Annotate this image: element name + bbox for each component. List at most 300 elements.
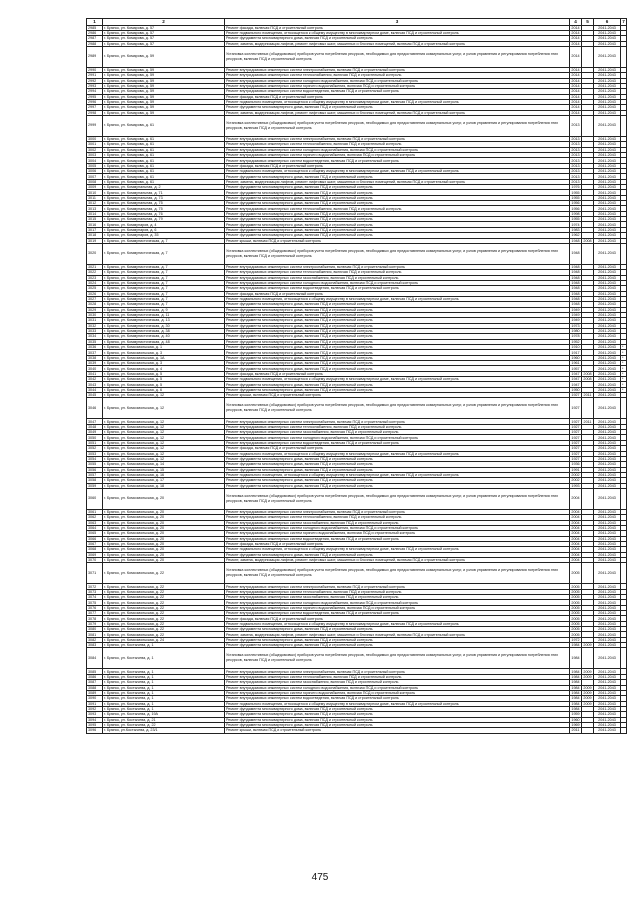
planned-period-cell: 2041-2043 bbox=[594, 163, 621, 168]
planned-period-cell: 2041-2043 bbox=[594, 36, 621, 41]
build-year-cell: 2004 bbox=[571, 552, 580, 557]
work-type-cell: Ремонт внутридомовых инженерных систем водоотведения, включая ПСД и строительный контроль bbox=[225, 286, 570, 291]
address-cell: г. Брянск, ул. Комсомольская, д. 17 bbox=[103, 478, 225, 483]
planned-period-cell: 2041-2043 bbox=[594, 169, 621, 174]
address-cell: г. Брянск, ул. Костычева, д. 1 bbox=[103, 680, 225, 685]
work-type-cell: Ремонт подвального помещения, относящегося к общему имуществу в многоквартирном доме, включая ПСД и строительный контроль bbox=[225, 547, 570, 552]
address-cell: г. Брянск, ул. Комарова, д. 61 bbox=[103, 169, 225, 174]
row-number-cell: 3068 bbox=[87, 547, 103, 552]
planned-period-cell: 2041-2043 bbox=[594, 291, 621, 296]
work-type-cell: Ремонт фундамента многоквартирного дома, включая ПСД и строительный контроль bbox=[225, 195, 570, 200]
planned-period-cell: 2041-2043 bbox=[594, 419, 621, 424]
row-number-cell: 3037 bbox=[87, 350, 103, 355]
work-type-cell: Ремонт внутридомовых инженерных систем теплоснабжения, включая ПСД и строительный контроль bbox=[225, 206, 570, 211]
work-type-cell: Ремонт внутридомовых инженерных систем газоснабжения, включая ПСД и строительный контроль bbox=[225, 430, 570, 435]
address-cell: г. Брянск, ул. Комсомольская, д. 22 bbox=[103, 611, 225, 616]
col-header-3: 3 bbox=[225, 19, 570, 26]
address-cell: г. Брянск, ул. Коммунистическая, д. 30 bbox=[103, 323, 225, 328]
address-cell: г. Брянск, ул. Комсомольская, д. 20 bbox=[103, 488, 225, 509]
build-year-cell: 1991 bbox=[571, 467, 580, 472]
row-number-cell: 3012 bbox=[87, 201, 103, 206]
last-repair-year-cell: 2009 bbox=[583, 674, 592, 679]
work-type-cell: Ремонт внутридомовых инженерных систем теплоснабжения, включая ПСД и строительный контроль bbox=[225, 589, 570, 594]
row-number-cell: 2986 bbox=[87, 30, 103, 35]
build-year-cell: 2014 bbox=[571, 36, 580, 41]
address-cell: г. Брянск, ул. Комсомольская, д. 3 bbox=[103, 350, 225, 355]
address-cell: г. Брянск, ул. Комсомольская, д. 18 bbox=[103, 483, 225, 488]
row-number-cell: 3019 bbox=[87, 238, 103, 243]
build-year-cell: 2013 bbox=[571, 179, 580, 184]
work-type-cell: Ремонт внутридомовых инженерных систем холодного водоснабжения, включая ПСД и строительный контроль bbox=[225, 435, 570, 440]
work-type-cell: Ремонт фундамента многоквартирного дома, включая ПСД и строительный контроль bbox=[225, 312, 570, 317]
work-type-cell: Ремонт внутридомовых инженерных систем водоотведения, включая ПСД и строительный контроль bbox=[225, 158, 570, 163]
planned-period-cell: 2041-2043 bbox=[594, 361, 621, 366]
row-number-cell: 3004 bbox=[87, 158, 103, 163]
address-cell: г. Брянск, ул.Костычева, д. 23/1 bbox=[103, 728, 225, 733]
address-cell: г. Брянск, ул. Комсомольская, д. 12 bbox=[103, 419, 225, 424]
address-cell: г. Брянск, ул. Костычева, д. 1 bbox=[103, 701, 225, 706]
work-type-cell: Ремонт фасада, включая ПСД и строительный контроль bbox=[225, 446, 570, 451]
address-cell: г. Брянск, ул. Комсомольская, д. 12 bbox=[103, 440, 225, 445]
address-cell: г. Брянск, ул. Коммунистическая, д. 7 bbox=[103, 286, 225, 291]
row-number-cell: 3023 bbox=[87, 275, 103, 280]
planned-period-cell: 2041-2043 bbox=[594, 312, 621, 317]
planned-period-cell: 2041-2043 bbox=[594, 509, 621, 514]
address-cell: г. Брянск, ул. Комсомольская, д. 24 bbox=[103, 637, 225, 642]
planned-period-cell: 2041-2043 bbox=[594, 456, 621, 461]
planned-period-cell: 2041-2043 bbox=[594, 217, 621, 222]
build-year-cell: 1948 bbox=[571, 302, 580, 307]
row-number-cell: 3036 bbox=[87, 345, 103, 350]
col-header-7: 7 bbox=[622, 18, 625, 24]
work-type-cell: Ремонт подвального помещения, относящегося к общему имуществу в многоквартирном доме, включая ПСД и строительный контроль bbox=[225, 451, 570, 456]
note-cell: * bbox=[621, 350, 627, 355]
build-year-cell: 1998 bbox=[571, 211, 580, 216]
work-type-cell: Ремонт фундамента многоквартирного дома, включая ПСД и строительный контроль bbox=[225, 712, 570, 717]
row-number-cell: 3024 bbox=[87, 280, 103, 285]
build-year-cell: 2013 bbox=[571, 147, 580, 152]
row-number-cell: 2994 bbox=[87, 89, 103, 94]
planned-period-cell: 2041-2043 bbox=[594, 280, 621, 285]
planned-period-cell: 2041-2043 bbox=[594, 179, 621, 184]
last-repair-year-cell bbox=[582, 728, 594, 733]
planned-period-cell: 2041-2043 bbox=[594, 621, 621, 626]
build-year-cell: 2014 bbox=[571, 84, 580, 89]
address-cell: г. Брянск, ул. Комсомольская, д. 12 bbox=[103, 424, 225, 429]
planned-period-cell: 2041-2043 bbox=[594, 350, 621, 355]
planned-period-cell: 2041-2043 bbox=[594, 685, 621, 690]
address-cell: г. Брянск, ул. Комарова, д. 57 bbox=[103, 30, 225, 35]
row-number-cell: 3065 bbox=[87, 531, 103, 536]
address-cell: г. Брянск, ул. Коммунальная, д. 76 bbox=[103, 211, 225, 216]
row-number-cell: 2990 bbox=[87, 67, 103, 72]
build-year-cell: 1984 bbox=[571, 674, 580, 679]
address-cell: г. Брянск, ул. Комсомольская, д. 12 bbox=[103, 435, 225, 440]
work-type-cell: Ремонт фундамента многоквартирного дома, включая ПСД и строительный контроль bbox=[225, 456, 570, 461]
planned-period-cell: 2041-2043 bbox=[594, 227, 621, 232]
build-year-cell: 2005 bbox=[571, 589, 580, 594]
note-cell bbox=[621, 488, 627, 509]
row-number-cell: 3092 bbox=[87, 706, 103, 711]
row-number-cell: 2991 bbox=[87, 73, 103, 78]
address-cell: г. Брянск, ул. Костычева, д. 19А bbox=[103, 712, 225, 717]
build-year-cell: 2013 bbox=[570, 115, 582, 136]
row-number-cell: 3022 bbox=[87, 270, 103, 275]
address-cell: г. Брянск, ул. Комсомольская, д. 1А bbox=[103, 355, 225, 360]
work-type-cell: Ремонт фундамента многоквартирного дома, включая ПСД и строительный контроль bbox=[225, 478, 570, 483]
row-number-cell: 3002 bbox=[87, 147, 103, 152]
address-cell: г. Брянск, ул. Комарова, д. 59 bbox=[103, 94, 225, 99]
work-type-cell: Ремонт фундамента многоквартирного дома, включая ПСД и строительный контроль bbox=[225, 233, 570, 238]
build-year-cell: 2013 bbox=[571, 153, 580, 158]
row-number-cell: 3078 bbox=[87, 616, 103, 621]
build-year-cell: 1948 bbox=[571, 281, 580, 286]
row-number-cell: 3030 bbox=[87, 312, 103, 317]
work-type-cell: Ремонт фундамента многоквартирного дома, включая ПСД и строительный контроль bbox=[225, 36, 570, 41]
work-type-cell: Установка коллективных (общедомовых) приборов учета потребления ресурсов, необходимых для предоставления коммунальных услуг, и узлов управления и регулирования потребления этих ресурсов, включая ПСД и строительный контроль bbox=[225, 398, 570, 419]
row-number-cell: 3084 bbox=[87, 648, 103, 669]
row-number-cell: 3013 bbox=[87, 206, 103, 211]
address-cell: г. Брянск, ул. Комсомольская, д. 6 bbox=[103, 387, 225, 392]
note-cell: * bbox=[621, 366, 627, 371]
work-type-cell: Ремонт фундамента многоквартирного дома, включая ПСД и строительный контроль bbox=[225, 201, 570, 206]
work-type-cell: Ремонт внутридомовых инженерных систем горячего водоснабжения, включая ПСД и строительный контроль bbox=[225, 690, 570, 695]
row-number-cell: 3063 bbox=[87, 520, 103, 525]
address-cell: г. Брянск, ул. Комсомольская, д. 22 bbox=[103, 616, 225, 621]
work-type-cell: Ремонт фундамента многоквартирного дома, включая ПСД и строительный контроль bbox=[225, 222, 570, 227]
address-cell: г. Брянск, ул. Комсомольская, д. 12 bbox=[103, 398, 225, 419]
work-type-cell: Ремонт фасада, включая ПСД и строительный контроль bbox=[225, 616, 570, 621]
build-year-cell: 1936 bbox=[571, 462, 580, 467]
build-year-cell: 1955 bbox=[571, 217, 580, 222]
work-type-cell: Ремонт фундамента многоквартирного дома, включая ПСД и строительный контроль bbox=[225, 307, 570, 312]
build-year-cell: 2004 bbox=[570, 488, 582, 509]
last-repair-year-cell bbox=[582, 243, 594, 264]
row-number-cell: 3090 bbox=[87, 696, 103, 701]
table-row bbox=[87, 728, 627, 733]
planned-period-cell: 2041-2043 bbox=[594, 153, 621, 158]
build-year-cell: 1917 bbox=[571, 350, 580, 355]
work-type-cell: Ремонт подвального помещения, относящегося к общему имуществу в многоквартирном доме, включая ПСД и строительный контроль bbox=[225, 99, 570, 104]
work-type-cell: Ремонт фасада, включая ПСД и строительный контроль bbox=[225, 541, 570, 546]
planned-period-cell: 2041-2043 bbox=[594, 472, 621, 477]
works-table bbox=[86, 18, 627, 734]
address-cell: г. Брянск, ул. Комарова, д. 61 bbox=[103, 153, 225, 158]
build-year-cell: 2004 bbox=[571, 558, 580, 563]
planned-period-cell: 2041-2043 bbox=[594, 552, 621, 557]
address-cell: г. Брянск, ул. Комсомольская, д. 12 bbox=[103, 430, 225, 435]
build-year-cell: 1969 bbox=[571, 723, 580, 728]
work-type-cell: Ремонт фундамента многоквартирного дома, включая ПСД и строительный контроль bbox=[225, 211, 570, 216]
address-cell: г. Брянск, ул. Комсомольская, д. 22 bbox=[103, 584, 225, 589]
build-year-cell: 2005 bbox=[570, 563, 582, 584]
build-year-cell: 1973 bbox=[571, 323, 580, 328]
planned-period-cell: 2041-2043 bbox=[594, 243, 621, 264]
planned-period-cell: 2041-2043 bbox=[594, 393, 621, 398]
build-year-cell: 1927 bbox=[571, 446, 580, 451]
planned-period-cell: 2041-2043 bbox=[594, 478, 621, 483]
work-type-cell: Ремонт фундамента многоквартирного дома, включая ПСД и строительный контроль bbox=[225, 318, 570, 323]
row-number-cell: 3049 bbox=[87, 430, 103, 435]
work-type-cell: Ремонт, замена, модернизация лифтов, ремонт лифтовых шахт, машинных и блочных помещений, включая ПСД и строительный контроль bbox=[225, 41, 570, 46]
planned-period-cell: 2041-2043 bbox=[594, 398, 621, 419]
build-year-cell: 2013 bbox=[571, 158, 580, 163]
note-cell: * bbox=[621, 355, 627, 360]
work-type-cell: Установка коллективных (общедомовых) приборов учета потребления ресурсов, необходимых для предоставления коммунальных услуг, и узлов управления и регулирования потребления этих ресурсов, включая ПСД и строительный контроль bbox=[225, 648, 570, 669]
address-cell: г. Брянск, ул. Коммунальная, д. 71 bbox=[103, 190, 225, 195]
planned-period-cell: 2041-2043 bbox=[594, 584, 621, 589]
planned-period-cell: 2041-2043 bbox=[594, 728, 621, 733]
planned-period-cell: 2041-2043 bbox=[594, 345, 621, 350]
address-cell: г. Брянск, ул. Коммунистическая, д. 11 bbox=[103, 312, 225, 317]
address-cell: г. Брянск, ул. Коммунистическая, д. 9 bbox=[103, 307, 225, 312]
build-year-cell: 2005 bbox=[571, 632, 580, 637]
work-type-cell: Установка коллективных (общедомовых) приборов учета потребления ресурсов, необходимых для предоставления коммунальных услуг, и узлов управления и регулирования потребления этих ресурсов, включая ПСД и строительный контроль bbox=[225, 115, 570, 136]
planned-period-cell: 2041-2043 bbox=[594, 717, 621, 722]
planned-period-cell: 2041-2043 bbox=[594, 275, 621, 280]
build-year-cell: 1984 bbox=[571, 707, 580, 712]
work-type-cell: Ремонт фундамента многоквартирного дома, включая ПСД и строительный контроль bbox=[225, 345, 570, 350]
row-number-cell: 3027 bbox=[87, 296, 103, 301]
work-type-cell: Ремонт подвального помещения, относящегося к общему имуществу в многоквартирном доме, включая ПСД и строительный контроль bbox=[225, 472, 570, 477]
address-cell: г. Брянск, ул. Комарова, д. 61 bbox=[103, 163, 225, 168]
page-number: 475 bbox=[311, 872, 329, 883]
planned-period-cell: 2041-2043 bbox=[594, 318, 621, 323]
row-number-cell: 3044 bbox=[87, 387, 103, 392]
address-cell: г. Брянск, ул. Коммунистическая, д. 48 bbox=[103, 339, 225, 344]
build-year-cell: 2014 bbox=[571, 25, 580, 30]
row-number-cell: 3066 bbox=[87, 536, 103, 541]
row-number-cell: 3067 bbox=[87, 541, 103, 546]
table-row bbox=[87, 488, 627, 509]
address-cell: г. Брянск, ул. Комсомольская, д. 12 bbox=[103, 451, 225, 456]
work-type-cell: Ремонт фундамента многоквартирного дома, включая ПСД и строительный контроль bbox=[225, 483, 570, 488]
planned-period-cell: 2041-2043 bbox=[594, 89, 621, 94]
address-cell: г. Брянск, ул. Коммунистическая, д. 7 bbox=[103, 243, 225, 264]
work-type-cell: Ремонт, замена, модернизация лифтов, ремонт лифтовых шахт, машинных и блочных помещений, включая ПСД и строительный контроль bbox=[225, 179, 570, 184]
planned-period-cell: 2041-2043 bbox=[594, 627, 621, 632]
planned-period-cell: 2041-2043 bbox=[594, 233, 621, 238]
planned-period-cell: 2041-2043 bbox=[594, 185, 621, 190]
build-year-cell: 1948 bbox=[571, 297, 580, 302]
row-number-cell: 3095 bbox=[87, 722, 103, 727]
address-cell: г. Брянск, ул. Коммунистическая, д. 7 bbox=[103, 270, 225, 275]
address-cell: г. Брянск, ул. Комсомольская, д. 4 bbox=[103, 366, 225, 371]
last-repair-year-cell: 2009 bbox=[583, 701, 592, 706]
work-type-cell: Ремонт внутридомовых инженерных систем газоснабжения, включая ПСД и строительный контроль bbox=[225, 275, 570, 280]
work-type-cell: Ремонт внутридомовых инженерных систем электроснабжения, включая ПСД и строительный контроль bbox=[225, 669, 570, 674]
note-cell bbox=[621, 648, 627, 669]
row-number-cell: 2988 bbox=[87, 41, 103, 46]
row-number-cell: 3086 bbox=[87, 674, 103, 679]
address-cell: г. Брянск, ул. Комарова, д. 59 bbox=[103, 78, 225, 83]
address-cell: г. Брянск, ул. Комсомольская, д. 20 bbox=[103, 541, 225, 546]
planned-period-cell: 2041-2043 bbox=[594, 722, 621, 727]
row-number-cell: 3089 bbox=[87, 690, 103, 695]
build-year-cell: 1948 bbox=[571, 265, 580, 270]
work-type-cell: Ремонт крыши, включая ПСД и строительный контроль bbox=[225, 393, 570, 398]
planned-period-cell: 2041-2043 bbox=[594, 674, 621, 679]
address-cell: г. Брянск, ул. Коммунальная, д. 79 bbox=[103, 217, 225, 222]
last-repair-year-cell: 2009 bbox=[583, 643, 592, 648]
planned-period-cell: 2041-2043 bbox=[594, 174, 621, 179]
work-type-cell: Ремонт внутридомовых инженерных систем водоотведения, включая ПСД и строительный контроль bbox=[225, 89, 570, 94]
planned-period-cell: 2041-2043 bbox=[594, 488, 621, 509]
planned-period-cell: 2041-2043 bbox=[594, 648, 621, 669]
last-repair-year-cell: 2011 bbox=[582, 393, 594, 398]
address-cell: г. Брянск, ул. Комсомольская, д. 20 bbox=[103, 515, 225, 520]
row-number-cell: 3041 bbox=[87, 371, 103, 376]
build-year-cell: 2011 bbox=[570, 728, 582, 733]
address-cell: г. Брянск, ул. Костычева, д. 1 bbox=[103, 685, 225, 690]
address-cell: г. Брянск, ул. Комсомольская, д. 20 bbox=[103, 536, 225, 541]
address-cell: г. Брянск, ул. Коммунальная, д. 75 bbox=[103, 201, 225, 206]
row-number-cell: 2993 bbox=[87, 83, 103, 88]
build-year-cell: 1955 bbox=[571, 190, 580, 195]
address-cell: г. Брянск, ул. Костычева, д. 1 bbox=[103, 674, 225, 679]
address-cell: г. Брянск, ул. Коммунистическая, д. 7 bbox=[103, 296, 225, 301]
planned-period-cell: 2041-2043 bbox=[594, 30, 621, 35]
row-number-cell: 3048 bbox=[87, 424, 103, 429]
work-type-cell: Ремонт фундамента многоквартирного дома, включая ПСД и строительный контроль bbox=[225, 323, 570, 328]
table-row bbox=[87, 648, 627, 669]
planned-period-cell: 2041-2043 bbox=[594, 136, 621, 141]
note-cell bbox=[621, 115, 627, 136]
address-cell: г. Брянск, ул. Комсомольская, д. 20 bbox=[103, 558, 225, 563]
address-cell: г. Брянск, ул. Комарова, д. 59 bbox=[103, 83, 225, 88]
row-number-cell: 3050 bbox=[87, 435, 103, 440]
work-type-cell: Ремонт фундамента многоквартирного дома, включая ПСД и строительный контроль bbox=[225, 174, 570, 179]
build-year-cell: 1984 bbox=[571, 691, 580, 696]
work-type-cell: Ремонт подвального помещения, относящегося к общему имуществу в многоквартирном доме, включая ПСД и строительный контроль bbox=[225, 169, 570, 174]
build-year-cell: 2005 bbox=[571, 627, 580, 632]
address-cell: г. Брянск, ул. Комарова, д. 57 bbox=[103, 25, 225, 30]
build-year-cell: 2002 bbox=[571, 478, 580, 483]
planned-period-cell: 2041-2043 bbox=[594, 632, 621, 637]
work-type-cell: Ремонт внутридомовых инженерных систем холодного водоснабжения, включая ПСД и строительный контроль bbox=[225, 78, 570, 83]
build-year-cell: 2014 bbox=[571, 110, 580, 115]
row-number-cell: 3038 bbox=[87, 355, 103, 360]
work-type-cell: Ремонт внутридомовых инженерных систем холодного водоснабжения, включая ПСД и строительный контроль bbox=[225, 600, 570, 605]
work-type-cell: Ремонт фасада, включая ПСД и строительный контроль bbox=[225, 371, 570, 376]
build-year-cell: 1957 bbox=[571, 366, 580, 371]
planned-period-cell: 2041-2043 bbox=[594, 605, 621, 610]
work-type-cell: Ремонт фундамента многоквартирного дома, включая ПСД и строительный контроль bbox=[225, 339, 570, 344]
row-number-cell: 2989 bbox=[87, 46, 103, 67]
work-type-cell: Ремонт внутридомовых инженерных систем холодного водоснабжения, включая ПСД и строительный контроль bbox=[225, 685, 570, 690]
row-number-cell: 3085 bbox=[87, 669, 103, 674]
planned-period-cell: 2041-2043 bbox=[594, 563, 621, 584]
table-row bbox=[87, 115, 627, 136]
planned-period-cell: 2041-2043 bbox=[594, 690, 621, 695]
build-year-cell: 2014 bbox=[571, 68, 580, 73]
build-year-cell: 1949 bbox=[571, 318, 580, 323]
planned-period-cell: 2041-2043 bbox=[594, 302, 621, 307]
work-type-cell: Ремонт фундамента многоквартирного дома, включая ПСД и строительный контроль bbox=[225, 227, 570, 232]
address-cell: г. Брянск, ул. Комсомольская, д. 20 bbox=[103, 531, 225, 536]
build-year-cell: 1952 bbox=[571, 339, 580, 344]
row-number-cell: 3079 bbox=[87, 621, 103, 626]
work-type-cell: Ремонт внутридомовых инженерных систем газоснабжения, включая ПСД и строительный контроль bbox=[225, 520, 570, 525]
build-year-cell: 1960 bbox=[571, 355, 580, 360]
address-cell: г. Брянск, ул. Костычева, д. 22 bbox=[103, 722, 225, 727]
planned-period-cell: 2041-2043 bbox=[594, 25, 621, 30]
row-number-cell: 3039 bbox=[87, 361, 103, 366]
col-header-2: 2 bbox=[103, 19, 225, 26]
build-year-cell: 2014 bbox=[570, 46, 582, 67]
address-cell: г. Брянск, ул. Комсомольская, д. 20 bbox=[103, 552, 225, 557]
build-year-cell: 1927 bbox=[571, 419, 580, 424]
work-type-cell: Ремонт внутридомовых инженерных систем газоснабжения, включая ПСД и строительный контроль bbox=[225, 595, 570, 600]
work-type-cell: Ремонт подвального помещения, относящегося к общему имуществу в многоквартирном доме, включая ПСД и строительный контроль bbox=[225, 377, 570, 382]
work-type-cell: Ремонт фундамента многоквартирного дома, включая ПСД и строительный контроль bbox=[225, 387, 570, 392]
work-type-cell: Ремонт внутридомовых инженерных систем водоотведения, включая ПСД и строительный контроль bbox=[225, 440, 570, 445]
address-cell: г. Брянск, ул. Коммунистическая, д. 7 bbox=[103, 264, 225, 269]
work-type-cell: Ремонт внутридомовых инженерных систем горячего водоснабжения, включая ПСД и строительный контроль bbox=[225, 153, 570, 158]
build-year-cell: 1927 bbox=[571, 424, 580, 429]
work-type-cell: Ремонт фундамента многоквартирного дома, включая ПСД и строительный контроль bbox=[225, 706, 570, 711]
build-year-cell: 2004 bbox=[571, 542, 580, 547]
row-number-cell: 3051 bbox=[87, 440, 103, 445]
build-year-cell: 2005 bbox=[571, 621, 580, 626]
build-year-cell: 1948 bbox=[571, 270, 580, 275]
work-type-cell: Ремонт фундамента многоквартирного дома, включая ПСД и строительный контроль bbox=[225, 717, 570, 722]
planned-period-cell: 2041-2043 bbox=[594, 211, 621, 216]
build-year-cell: 1947 bbox=[571, 382, 580, 387]
planned-period-cell: 2041-2043 bbox=[594, 440, 621, 445]
address-cell: г. Брянск, ул. Комсомольская, д. 20 bbox=[103, 509, 225, 514]
planned-period-cell: 2041-2043 bbox=[594, 595, 621, 600]
row-number-cell: 3034 bbox=[87, 334, 103, 339]
row-number-cell: 3059 bbox=[87, 483, 103, 488]
row-number-cell: 3054 bbox=[87, 456, 103, 461]
col-header-4: 4 bbox=[570, 19, 582, 26]
build-year-cell: 1956 bbox=[571, 206, 580, 211]
planned-period-cell: 2041-2043 bbox=[594, 355, 621, 360]
planned-period-cell: 2041-2043 bbox=[594, 46, 621, 67]
work-type-cell: Ремонт внутридомовых инженерных систем холодного водоснабжения, включая ПСД и строительный контроль bbox=[225, 147, 570, 152]
planned-period-cell: 2041-2043 bbox=[594, 323, 621, 328]
row-number-cell: 3096 bbox=[87, 728, 103, 733]
address-cell: г. Брянск, ул. Костычева, д. 1 bbox=[103, 706, 225, 711]
work-type-cell: Установка коллективных (общедомовых) приборов учета потребления ресурсов, необходимых для предоставления коммунальных услуг, и узлов управления и регулирования потребления этих ресурсов, включая ПСД и строительный контроль bbox=[225, 46, 570, 67]
last-repair-year-cell: 2009 bbox=[583, 669, 592, 674]
row-number-cell: 3043 bbox=[87, 382, 103, 387]
address-cell: г. Брянск, ул. Комсомольская, д. 15 bbox=[103, 467, 225, 472]
address-cell: г. Брянск, ул. Комсомольская, д. 22 bbox=[103, 605, 225, 610]
row-number-cell: 3035 bbox=[87, 339, 103, 344]
build-year-cell: 1948 bbox=[570, 243, 582, 264]
row-number-cell: 2992 bbox=[87, 78, 103, 83]
planned-period-cell: 2041-2043 bbox=[594, 520, 621, 525]
last-repair-year-cell bbox=[582, 648, 594, 669]
build-year-cell: 1948 bbox=[571, 291, 580, 296]
build-year-cell: 1949 bbox=[571, 313, 580, 318]
build-year-cell: 2005 bbox=[571, 584, 580, 589]
address-cell: г. Брянск, ул. Комарова, д. 59 bbox=[103, 110, 225, 115]
address-cell: г. Брянск, ул. Комарова, д. 59 bbox=[103, 105, 225, 110]
address-cell: г. Брянск, ул. Комсомольская, д. 22 bbox=[103, 621, 225, 626]
address-cell: г. Брянск, ул. Комсомольская, д. 12 bbox=[103, 456, 225, 461]
row-number-cell: 3010 bbox=[87, 190, 103, 195]
build-year-cell: 2013 bbox=[571, 142, 580, 147]
build-year-cell: 1960 bbox=[571, 717, 580, 722]
planned-period-cell: 2041-2043 bbox=[594, 616, 621, 621]
build-year-cell: 2005 bbox=[571, 605, 580, 610]
planned-period-cell: 2041-2043 bbox=[594, 558, 621, 563]
address-cell: г. Брянск, ул. Комсомольская, д. 5 bbox=[103, 371, 225, 376]
build-year-cell: 1955 bbox=[571, 195, 580, 200]
